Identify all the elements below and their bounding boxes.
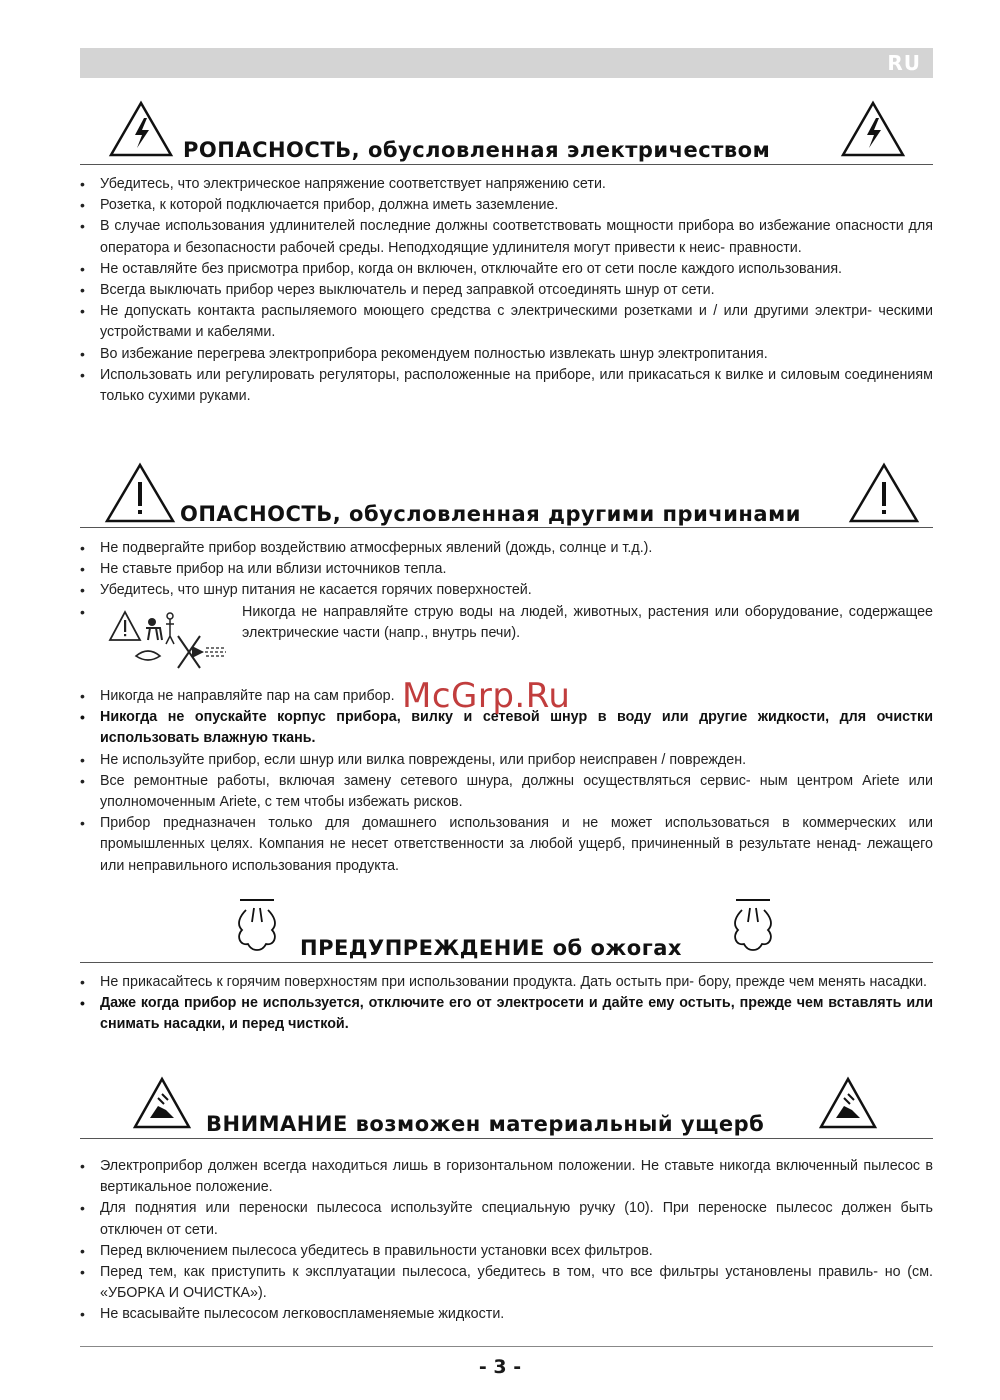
other-dangers-list-a (80, 538, 933, 602)
material-damage-list (80, 1156, 933, 1326)
section-title: ПРЕДУПРЕЖДЕНИЕ об ожогах (300, 936, 682, 960)
list-item: • Не ставьте прибор на или вблизи источников тепла. (80, 559, 933, 580)
list-item: • Никогда не опускайте корпус прибора, вилку и сетевой шнур в воду или другие жидкости, для очистки использовать влажную ткань. (80, 707, 933, 749)
header-bar (80, 48, 933, 78)
list-item: • Всегда выключать прибор через выключатель и перед заправкой отсоединять шнур от сети. (80, 280, 933, 301)
watermark: McGrp.Ru (402, 676, 571, 716)
list-item: • Не используйте прибор, если шнур или вилка повреждены, или прибор неисправен / поврежден. (80, 750, 933, 771)
section-title: ВНИМАНИЕ возможен материальный ущерб (206, 1112, 765, 1136)
crush-hazard-icon (818, 1076, 878, 1130)
warning-icon (848, 462, 920, 524)
electric-hazard-icon (108, 100, 174, 158)
page-number: - 3 - (478, 1356, 522, 1378)
list-item: • Все ремонтные работы, включая замену сетевого шнура, должны осуществляться сервис- ным центром Ariete или уполномоченным Ariete, с тем чтобы избежать рисков. (80, 771, 933, 813)
warning-icon (104, 462, 176, 524)
list-item: • Перед тем, как приступить к эксплуатации пылесоса, убедитесь в том, что все фильтры установлены правиль- но (см. «УБОРКА И ОЧИСТКА»). (80, 1262, 933, 1304)
list-item: • Не допускать контакта распыляемого моющего средства с электрическими розетками и / или другими электри- ческими устройствами и кабелями. (80, 301, 933, 343)
list-item: • Даже когда прибор не используется, отключите его от электросети и дайте ему остыть, прежде чем вставлять или снимать насадки, и перед чисткой. (80, 993, 933, 1035)
list-item: • В случае использования удлинителей последние должны соответствовать мощности прибора во избежание опасности для оператора и безопасности рабочей среды. Неподходящие удлинителя могут привести к неис- правности. (80, 216, 933, 258)
list-item: • Убедитесь, что шнур питания не касается горячих поверхностей. (80, 580, 933, 601)
list-item: • Не прикасайтесь к горячим поверхностям при использовании продукта. Дать остыть при- бору, прежде чем менять насадки. (80, 972, 933, 993)
list-item: • Не оставляйте без присмотра прибор, когда он включен, отключайте его от сети после каждого использования. (80, 259, 933, 280)
list-item: • Прибор предназначен только для домашнего использования и не может использоваться в коммерческих или промышленных целях. Компания не несет ответственности за любой ущерб, причиненный в результате ненад- лежащего или неправильного использования продукта. (80, 813, 933, 877)
list-item: • Розетка, к которой подключается прибор, должна иметь заземление. (80, 195, 933, 216)
list-item: • Во избежание перегрева электроприбора рекомендуем полностью извлекать шнур электропитания. (80, 344, 933, 365)
hot-surface-icon (728, 898, 778, 954)
footer-divider (80, 1346, 933, 1347)
hot-surface-icon (232, 898, 282, 954)
section-divider (80, 1138, 933, 1139)
burns-list (80, 972, 933, 1036)
list-item: • Никогда не направляйте пар на сам прибор. (80, 686, 933, 707)
electrical-list (80, 174, 933, 407)
electric-hazard-icon (840, 100, 906, 158)
section-divider (80, 527, 933, 528)
section-divider (80, 962, 933, 963)
crush-hazard-icon (132, 1076, 192, 1130)
section-title: ОПАСНОСТЬ, обусловленная другими причинами (180, 502, 801, 526)
list-item: • Убедитесь, что электрическое напряжение соответствует напряжению сети. (80, 174, 933, 195)
no-spray-pictogram (108, 606, 230, 676)
language-label: RU (887, 51, 921, 75)
list-item: • Использовать или регулировать регуляторы, расположенные на приборе, или прикасаться к вилке и силовым соединениям только сухими руками. (80, 365, 933, 407)
list-item: • Не подвергайте прибор воздействию атмосферных явлений (дождь, солнце и т.д.). (80, 538, 933, 559)
list-item: • Не всасывайте пылесосом легковоспламеняемые жидкости. (80, 1304, 933, 1325)
list-item: • Никогда не направляйте струю воды на людей, животных, растения или оборудование, содержащее электрические части (напр., внутрь печи). (80, 602, 933, 674)
list-item: • Для поднятия или переноски пылесоса используйте специальную ручку (10). При переноске пылесос должен быть отключен от сети. (80, 1198, 933, 1240)
section-title: РОПАСНОСТЬ, обусловленная электричеством (183, 138, 771, 162)
list-item: • Перед включением пылесоса убедитесь в правильности установки всех фильтров. (80, 1241, 933, 1262)
list-item: • Электроприбор должен всегда находиться лишь в горизонтальном положении. Не ставьте никогда включенный пылесос в вертикальное положение. (80, 1156, 933, 1198)
section-divider (80, 164, 933, 165)
